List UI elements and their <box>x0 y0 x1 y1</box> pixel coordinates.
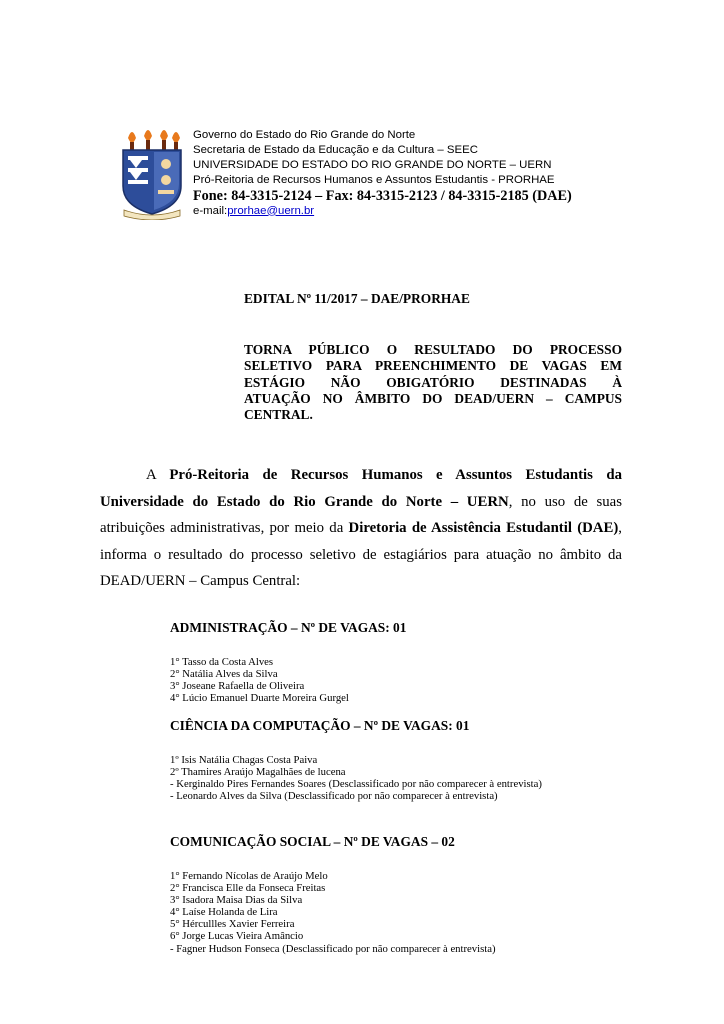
paragraph-line <box>100 515 622 542</box>
list-item: 5° Hércullles Xavier Ferreira <box>170 918 295 931</box>
paragraph-bold-text: Pró-Reitoria de Recursos Humanos e Assuntos Estudantis da <box>169 467 622 483</box>
list-item: - Leonardo Alves da Silva (Desclassificado por não comparecer à entrevista) <box>170 790 498 803</box>
paragraph-text: A <box>146 467 170 483</box>
torch-icon <box>128 132 136 150</box>
list-item: 1° Tasso da Costa Alves <box>170 656 274 668</box>
edital-title: EDITAL Nº 11/2017 – DAE/PRORHAE <box>244 291 470 306</box>
list-item: 2º Thamires Araújo Magalhães de lucena <box>170 766 346 779</box>
paragraph-text: , <box>618 520 622 536</box>
subject-line: CENTRAL. <box>244 407 313 423</box>
email-line <box>193 204 572 219</box>
list-item: 2° Francisca Elle da Fonseca Freitas <box>170 882 326 895</box>
ranking-list-comunicacao-social <box>170 870 496 955</box>
list-item: 4° Lúcio Emanuel Duarte Moreira Gurgel <box>170 692 349 705</box>
paragraph-line: DEAD/UERN – Campus Central: <box>100 573 301 589</box>
list-item: 3° Joseane Rafaella de Oliveira <box>170 680 305 693</box>
list-item: 1° Fernando Nícolas de Araújo Melo <box>170 870 328 882</box>
letterhead <box>120 122 640 232</box>
section-title-comunicacao-social: COMUNICAÇÃO SOCIAL – Nº DE VAGAS – 02 <box>170 834 455 849</box>
secretariat-line: Secretaria de Estado da Educação e da Cultura – SEEC <box>193 143 478 156</box>
list-item: 6° Jorge Lucas Vieira Amâncio <box>170 930 304 943</box>
paragraph-line <box>100 462 622 489</box>
phone-fax-line: Fone: 84-3315-2124 – Fax: 84-3315-2123 / 84-3315-2185 (DAE) <box>193 187 572 204</box>
torch-icon <box>144 130 152 150</box>
pro-rectory-line: Pró-Reitoria de Recursos Humanos e Assuntos Estudantis - PRORHAE <box>193 173 555 186</box>
paragraph-bold-text: Universidade do Estado do Rio Grande do Norte – UERN <box>100 493 509 510</box>
list-item: 3° Isadora Maisa Dias da Silva <box>170 894 303 907</box>
ranking-list-ciencia-computacao <box>170 754 542 802</box>
subject-line: ESTÁGIO NÃO OBIGATÓRIO DESTINADAS À <box>244 374 622 390</box>
intro-paragraph <box>100 462 622 595</box>
email-label: e-mail: <box>193 204 228 217</box>
gov-line: Governo do Estado do Rio Grande do Norte <box>193 129 416 141</box>
letterhead-text <box>193 128 572 219</box>
subject-line: TORNA PÚBLICO O RESULTADO DO PROCESSO <box>244 342 622 357</box>
list-item: - Fagner Hudson Fonseca (Desclassificado por não comparecer à entrevista) <box>170 942 496 955</box>
list-item: 1º Isis Natália Chagas Costa Paiva <box>170 754 318 766</box>
list-item: 4° Laíse Holanda de Lira <box>170 906 278 919</box>
list-item: 2° Natália Alves da Silva <box>170 668 278 681</box>
section-title-administracao: ADMINISTRAÇÃO – Nº DE VAGAS: 01 <box>170 620 407 635</box>
paragraph-line <box>100 489 622 516</box>
subject-line: ATUAÇÃO NO ÂMBITO DO DEAD/UERN – CAMPUS <box>244 390 622 406</box>
email-link[interactable]: prorhae@uern.br <box>227 204 315 217</box>
torch-icon <box>172 132 180 150</box>
university-line: UNIVERSIDADE DO ESTADO DO RIO GRANDE DO NORTE – UERN <box>193 158 552 171</box>
subject-line: SELETIVO PARA PREENCHIMENTO DE VAGAS EM <box>244 358 622 374</box>
edital-subject <box>244 342 622 423</box>
paragraph-text: , no uso de suas <box>508 493 622 510</box>
paragraph-line: informa o resultado do processo seletivo de estagiários para atuação no âmbito da <box>100 546 622 563</box>
paragraph-text: atribuições administrativas, por meio da <box>100 520 349 536</box>
torch-icon <box>160 130 168 150</box>
uern-coat-of-arms-logo <box>120 124 184 220</box>
list-item: - Kerginaldo Pires Fernandes Soares (Desclassificado por não comparecer à entrevista) <box>170 778 542 791</box>
section-title-ciencia-computacao: CIÊNCIA DA COMPUTAÇÃO – Nº DE VAGAS: 01 <box>170 718 470 733</box>
paragraph-bold-text: Diretoria de Assistência Estudantil (DAE) <box>348 520 619 536</box>
ranking-list-administracao <box>170 656 349 704</box>
